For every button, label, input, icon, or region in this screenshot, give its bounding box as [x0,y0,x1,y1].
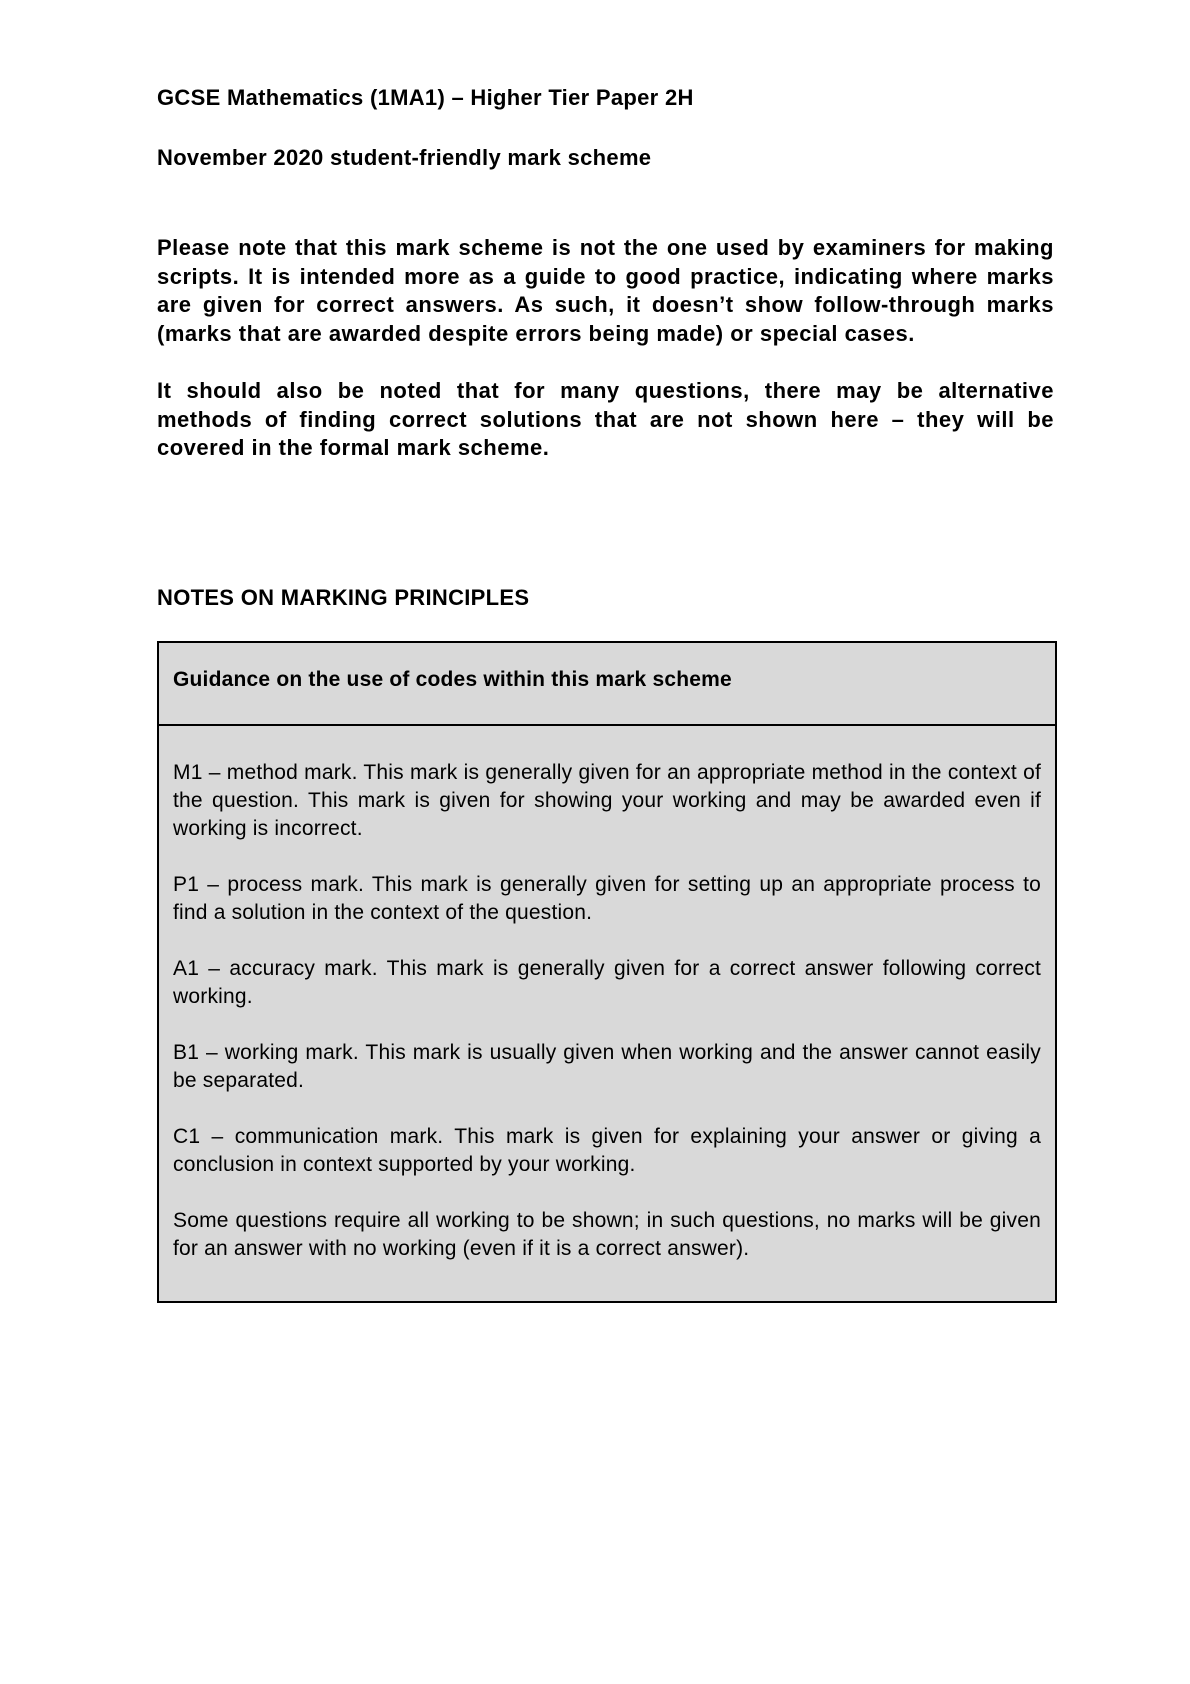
guidance-box-body [159,726,1055,1301]
doc-title-line2: November 2020 student-friendly mark scheme [157,145,652,170]
guidance-paragraph-p1: P1 – process mark. This mark is generally given for setting up an appropriate process to find a solution in the context of the question. [173,872,1041,924]
guidance-paragraph-m1: M1 – method mark. This mark is generally given for an appropriate method in the context of the question. This mark is given for showing your working and may be awarded even if working is incorrect. [173,760,1041,840]
guidance-box-header: Guidance on the use of codes within this mark scheme [159,643,1055,726]
doc-title-line1: GCSE Mathematics (1MA1) – Higher Tier Paper 2H [157,85,694,110]
guidance-paragraph-working-shown: Some questions require all working to be shown; in such questions, no marks will be given for an answer with no working (even if it is a correct answer). [173,1208,1041,1260]
guidance-paragraph-a1: A1 – accuracy mark. This mark is generally given for a correct answer following correct working. [173,956,1041,1008]
guidance-paragraph-b1: B1 – working mark. This mark is usually given when working and the answer cannot easily be separated. [173,1040,1041,1092]
guidance-box [157,641,1057,1303]
intro-paragraph-2: It should also be noted that for many questions, there may be alternative methods of finding correct solutions that are not shown here – they will be covered in the formal mark scheme. [157,378,1054,460]
section-heading-notes-on-marking-principles: NOTES ON MARKING PRINCIPLES [157,584,530,610]
page-content [157,0,1054,1303]
intro-paragraph-1: Please note that this mark scheme is not the one used by examiners for making scripts. It is intended more as a guide to good practice, indicating where marks are given for correct answers. As such, it doesn’t show follow-through marks (marks that are awarded despite errors being made) or special cases. [157,235,1054,346]
guidance-paragraph-c1: C1 – communication mark. This mark is given for explaining your answer or giving a conclusion in context supported by your working. [173,1124,1041,1176]
